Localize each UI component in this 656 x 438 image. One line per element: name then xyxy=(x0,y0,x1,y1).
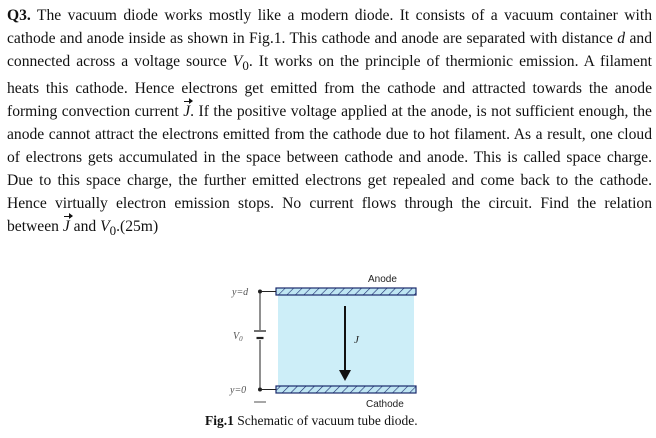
terminal-bottom xyxy=(258,388,262,392)
cathode-hatch xyxy=(276,386,416,393)
question-segment-2: and connected across a voltage source xyxy=(7,30,652,70)
diode-figure xyxy=(220,268,440,408)
figure-caption-text: Schematic of vacuum tube diode. xyxy=(233,413,418,428)
source-label-main: V xyxy=(233,331,240,342)
diode-schematic xyxy=(220,268,440,408)
question-segment-1: The vacuum diode works mostly like a modern diode. It consists of a vacuum container with cathode and anode inside as shown in Fig.1. This cathode and anode are separated with distance xyxy=(7,7,652,47)
circuit-wire xyxy=(260,292,276,390)
source-label xyxy=(233,331,243,343)
question-segment-5: and xyxy=(69,218,101,236)
anode-hatch xyxy=(276,288,416,295)
current-density-symbol: J xyxy=(183,100,190,123)
source-label-sub: 0 xyxy=(239,335,243,343)
question-text xyxy=(7,4,652,242)
current-density-symbol-2: J xyxy=(63,215,70,238)
voltage-symbol: V xyxy=(232,53,243,70)
figure-caption xyxy=(205,412,465,430)
question-segment-3: . It works on the principle of thermionic emission. A filament heats this cathode. Hence electrons get emitted from the cathode and attracted towards the anode forming convection current xyxy=(7,53,653,121)
voltage-subscript: 0 xyxy=(242,58,249,74)
voltage-symbol-2: V xyxy=(100,218,110,236)
y-top-label: y=d xyxy=(232,287,249,298)
cathode-label: Cathode xyxy=(366,399,404,408)
question-segment-4: . If the positive voltage applied at the anode, is not sufficient enough, the anode cannot attract the electrons emitted from the cathode due to hot filament. As a result, one cloud of electrons gets accumulated in the space between cathode and anode. This is called space charge. Due to this space charge, the further emitted electrons get repealed and come back to the cathode. Hence virtually electron emission stops. No current flows through the circuit. Find the relation between xyxy=(7,103,652,236)
anode-label: Anode xyxy=(368,274,397,285)
figure-caption-label: Fig.1 xyxy=(205,413,234,428)
y-bottom-label: y=0 xyxy=(230,385,247,396)
question-segment-6: .(25m) xyxy=(116,218,159,236)
question-number: Q3. xyxy=(7,7,31,24)
current-label: J xyxy=(354,334,359,346)
terminal-top xyxy=(258,290,262,294)
voltage-subscript-2: 0 xyxy=(109,223,117,239)
distance-symbol: d xyxy=(617,30,626,47)
